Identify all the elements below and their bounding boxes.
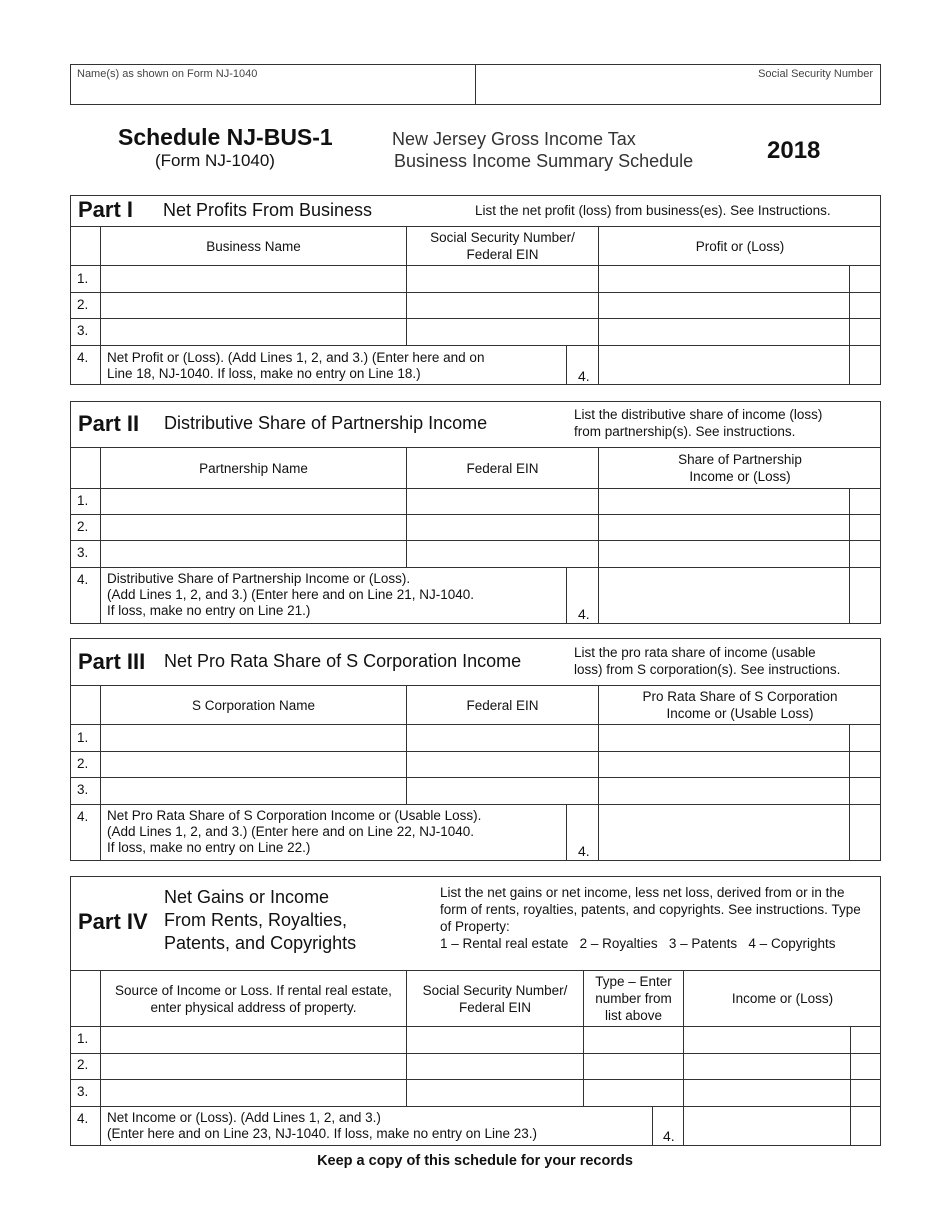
part2-col-line	[566, 567, 567, 624]
part4-col-line	[652, 1106, 653, 1146]
form-reference: (Form NJ-1040)	[155, 151, 275, 170]
part3-line1-name-input[interactable]	[102, 726, 405, 750]
part1-row-line	[70, 318, 881, 319]
part4-col-line	[850, 1026, 851, 1146]
part1-col-ssn-ein	[407, 227, 598, 265]
part1-line3-business-name-input[interactable]	[102, 320, 405, 344]
part2-col-federal-ein-text: Federal EIN	[466, 460, 539, 476]
part3-line2-name-input[interactable]	[102, 753, 405, 776]
tax-title-line2: Business Income Summary Schedule	[394, 151, 694, 171]
part3-line4-total-input[interactable]	[600, 806, 848, 860]
part3-line3-amount-input[interactable]	[600, 779, 848, 803]
part2-col-share-line1: Share of Partnership	[678, 452, 802, 467]
part1-description: List the net profit (loss) from business(es). See Instructions.	[475, 203, 831, 218]
part2-line-number: 4.	[77, 572, 89, 587]
part2-row-line	[70, 488, 881, 489]
part3-line3-ein-input[interactable]	[408, 779, 597, 803]
part2-line4-text-2: (Add Lines 1, 2, and 3.) (Enter here and on Line 21, NJ-1040.	[107, 587, 474, 602]
part4-line3-source-input[interactable]	[102, 1081, 405, 1105]
part4-row-line	[70, 1053, 881, 1054]
part3-row-line	[70, 777, 881, 778]
part2-line-number: 2.	[77, 519, 89, 534]
part1-line1-ssn-input[interactable]	[408, 267, 597, 291]
part3-col-pro-rata-line2: Income or (Usable Loss)	[666, 706, 814, 721]
part4-line4-text-2: (Enter here and on Line 23, NJ-1040. If loss, make no entry on Line 23.)	[107, 1126, 538, 1141]
part4-col-source-line2: enter physical address of property.	[150, 999, 357, 1015]
name-field-label: Name(s) as shown on Form NJ-1040	[77, 68, 258, 80]
part1-row-line	[70, 292, 881, 293]
part1-col-business-name	[101, 227, 406, 265]
part4-line-number: 4.	[77, 1111, 89, 1126]
part1-label: Part I	[78, 197, 134, 222]
part3-col-line	[849, 724, 850, 861]
part2-line4-marker: 4.	[578, 606, 590, 622]
part3-line4-text-3: If loss, make no entry on Line 22.)	[107, 840, 311, 855]
part2-col-partnership-name-text: Partnership Name	[199, 460, 308, 476]
part4-line-number: 1.	[77, 1031, 89, 1046]
part2-col-federal-ein	[407, 448, 598, 488]
part3-description-line2: loss) from S corporation(s). See instructions.	[574, 662, 841, 677]
part4-title-line2: From Rents, Royalties,	[164, 910, 348, 930]
part1-col-profit-loss	[599, 227, 881, 265]
part4-col-type	[584, 971, 683, 1026]
part2-row-line	[70, 514, 881, 515]
part4-line1-source-input[interactable]	[102, 1028, 405, 1052]
part2-title: Distributive Share of Partnership Income	[164, 413, 488, 433]
part2-col-partnership-name	[101, 448, 406, 488]
part4-col-type-line1: Type – Enter	[595, 974, 672, 989]
part2-row-line	[70, 567, 881, 568]
part4-description-line3: of Property:	[440, 919, 510, 934]
part4-title-line1: Net Gains or Income	[164, 887, 330, 907]
name-input[interactable]	[72, 82, 472, 102]
part4-col-ssn-line2: Federal EIN	[458, 999, 532, 1015]
part1-line2-ssn-input[interactable]	[408, 294, 597, 317]
part3-line-number: 1.	[77, 730, 89, 745]
part3-col-s-corp-name	[101, 686, 406, 724]
part1-line-number: 2.	[77, 297, 89, 312]
part3-col-federal-ein-text: Federal EIN	[466, 697, 539, 713]
part4-line4-text-1: Net Income or (Loss). (Add Lines 1, 2, and 3.)	[107, 1110, 381, 1125]
part4-line-number: 3.	[77, 1084, 89, 1099]
part3-line-number: 3.	[77, 782, 89, 797]
part3-row-line	[70, 724, 881, 725]
part3-col-federal-ein	[407, 686, 598, 724]
part4-col-source-line1: Source of Income or Loss. If rental real estate,	[115, 982, 392, 998]
part4-description-line2: form of rents, royalties, patents, and copyrights. See instructions. Type	[440, 902, 861, 917]
part1-line4-marker: 4.	[578, 368, 590, 384]
part2-line2-ein-input[interactable]	[408, 516, 597, 539]
part1-line2-business-name-input[interactable]	[102, 294, 405, 317]
part4-col-type-line2: number from	[595, 991, 672, 1006]
part1-line-number: 3.	[77, 323, 89, 338]
part1-col-line	[849, 265, 850, 385]
part2-line1-name-input[interactable]	[102, 490, 405, 513]
part2-description-line2: from partnership(s). See instructions.	[574, 424, 796, 439]
part3-row-line	[70, 751, 881, 752]
part2-line1-ein-input[interactable]	[408, 490, 597, 513]
part4-col-ssn-line1: Social Security Number/	[422, 982, 568, 998]
part3-line4-text-1: Net Pro Rata Share of S Corporation Income or (Usable Loss).	[107, 808, 482, 823]
part4-line1-ssn-input[interactable]	[408, 1028, 582, 1052]
part3-line2-ein-input[interactable]	[408, 753, 597, 776]
part2-line2-amount-input[interactable]	[600, 516, 848, 539]
part4-description-line1: List the net gains or net income, less net loss, derived from or in the	[440, 885, 845, 900]
part1-col-ssn-line2: Federal EIN	[466, 247, 539, 262]
part2-col-share	[599, 448, 881, 488]
part3-row-line	[70, 804, 881, 805]
part4-row-line	[70, 1106, 881, 1107]
part4-line2-type-input[interactable]	[585, 1055, 682, 1078]
part4-line3-amount-input[interactable]	[685, 1081, 849, 1105]
part4-col-type-line3: list above	[604, 1008, 663, 1023]
part2-row-line	[70, 540, 881, 541]
part1-line3-amount-input[interactable]	[600, 320, 848, 344]
part4-label: Part IV	[78, 909, 148, 934]
part4-line3-type-input[interactable]	[585, 1081, 682, 1105]
part3-line-number: 4.	[77, 809, 89, 824]
part1-col-business-name-text: Business Name	[206, 238, 301, 254]
part1-line1-amount-input[interactable]	[600, 267, 848, 291]
part4-line4-total-input[interactable]	[685, 1108, 849, 1145]
part1-line3-ssn-input[interactable]	[408, 320, 597, 344]
part2-line3-name-input[interactable]	[102, 542, 405, 566]
part3-col-line	[566, 804, 567, 861]
part1-line4-text-1: Net Profit or (Loss). (Add Lines 1, 2, and 3.) (Enter here and on	[107, 350, 485, 365]
part4-title-line3: Patents, and Copyrights	[164, 933, 357, 953]
header-divider	[475, 64, 476, 105]
part2-col-share-line2: Income or (Loss)	[689, 469, 791, 484]
part4-row-line	[70, 1026, 881, 1027]
part4-line1-type-input[interactable]	[585, 1028, 682, 1052]
part3-title: Net Pro Rata Share of S Corporation Income	[164, 651, 522, 671]
part1-col-profit-loss-text: Profit or (Loss)	[695, 238, 785, 254]
part2-line-number: 3.	[77, 545, 89, 560]
part1-line2-amount-input[interactable]	[600, 294, 848, 317]
part2-col-line	[849, 488, 850, 624]
part4-property-types: 1 – Rental real estate 2 – Royalties 3 – Patents 4 – Copyrights	[440, 936, 836, 951]
schedule-title: Schedule NJ-BUS-1	[118, 124, 333, 150]
part3-line2-amount-input[interactable]	[600, 753, 848, 776]
part2-line3-amount-input[interactable]	[600, 542, 848, 566]
part4-line3-ssn-input[interactable]	[408, 1081, 582, 1105]
part1-line-number: 4.	[77, 350, 89, 365]
part1-title: Net Profits From Business	[163, 200, 373, 220]
part1-row-line	[70, 345, 881, 346]
ssn-field-label: Social Security Number	[758, 68, 873, 80]
part4-col-ssn-ein	[407, 971, 583, 1026]
part1-row-line	[70, 265, 881, 266]
part2-line2-name-input[interactable]	[102, 516, 405, 539]
tax-year: 2018	[767, 137, 821, 164]
part2-line-number: 1.	[77, 493, 89, 508]
part3-description-line1: List the pro rata share of income (usable	[574, 645, 816, 660]
part4-row-line	[70, 1079, 881, 1080]
part4-line-number: 2.	[77, 1057, 89, 1072]
part4-col-source	[101, 971, 406, 1026]
part4-col-income-loss	[684, 971, 881, 1026]
part4-line2-source-input[interactable]	[102, 1055, 405, 1078]
ssn-input[interactable]	[478, 82, 878, 102]
part4-line2-amount-input[interactable]	[685, 1055, 849, 1078]
part2-line1-amount-input[interactable]	[600, 490, 848, 513]
part3-col-s-corp-name-text: S Corporation Name	[191, 697, 316, 713]
part1-col-line	[566, 345, 567, 385]
part2-line4-total-input[interactable]	[600, 569, 848, 623]
part2-line3-ein-input[interactable]	[408, 542, 597, 566]
part3-col-pro-rata	[599, 686, 881, 724]
part3-label: Part III	[78, 649, 146, 674]
tax-title-line1: New Jersey Gross Income Tax	[392, 129, 636, 149]
part3-line1-ein-input[interactable]	[408, 726, 597, 750]
part2-description-line1: List the distributive share of income (loss)	[574, 407, 823, 422]
part1-line4-text-2: Line 18, NJ-1040. If loss, make no entry on Line 18.)	[107, 366, 421, 381]
part3-line1-amount-input[interactable]	[600, 726, 848, 750]
part3-line3-name-input[interactable]	[102, 779, 405, 803]
part3-line4-text-2: (Add Lines 1, 2, and 3.) (Enter here and on Line 22, NJ-1040.	[107, 824, 474, 839]
part4-line4-marker: 4.	[663, 1128, 675, 1144]
part1-line4-total-input[interactable]	[600, 347, 848, 384]
footer-note: Keep a copy of this schedule for your records	[317, 1153, 633, 1169]
part3-col-pro-rata-line1: Pro Rata Share of S Corporation	[642, 689, 838, 704]
part4-col-income-loss-text: Income or (Loss)	[731, 991, 834, 1006]
part1-line-number: 1.	[77, 271, 89, 286]
part2-line4-text-3: If loss, make no entry on Line 21.)	[107, 603, 311, 618]
part3-line-number: 2.	[77, 756, 89, 771]
part3-line4-marker: 4.	[578, 843, 590, 859]
part4-line2-ssn-input[interactable]	[408, 1055, 582, 1078]
part1-line1-business-name-input[interactable]	[102, 267, 405, 291]
part1-col-ssn-line1: Social Security Number/	[430, 230, 575, 245]
part2-label: Part II	[78, 411, 140, 436]
part2-line4-text-1: Distributive Share of Partnership Income or (Loss).	[107, 571, 411, 586]
part4-line1-amount-input[interactable]	[685, 1028, 849, 1052]
